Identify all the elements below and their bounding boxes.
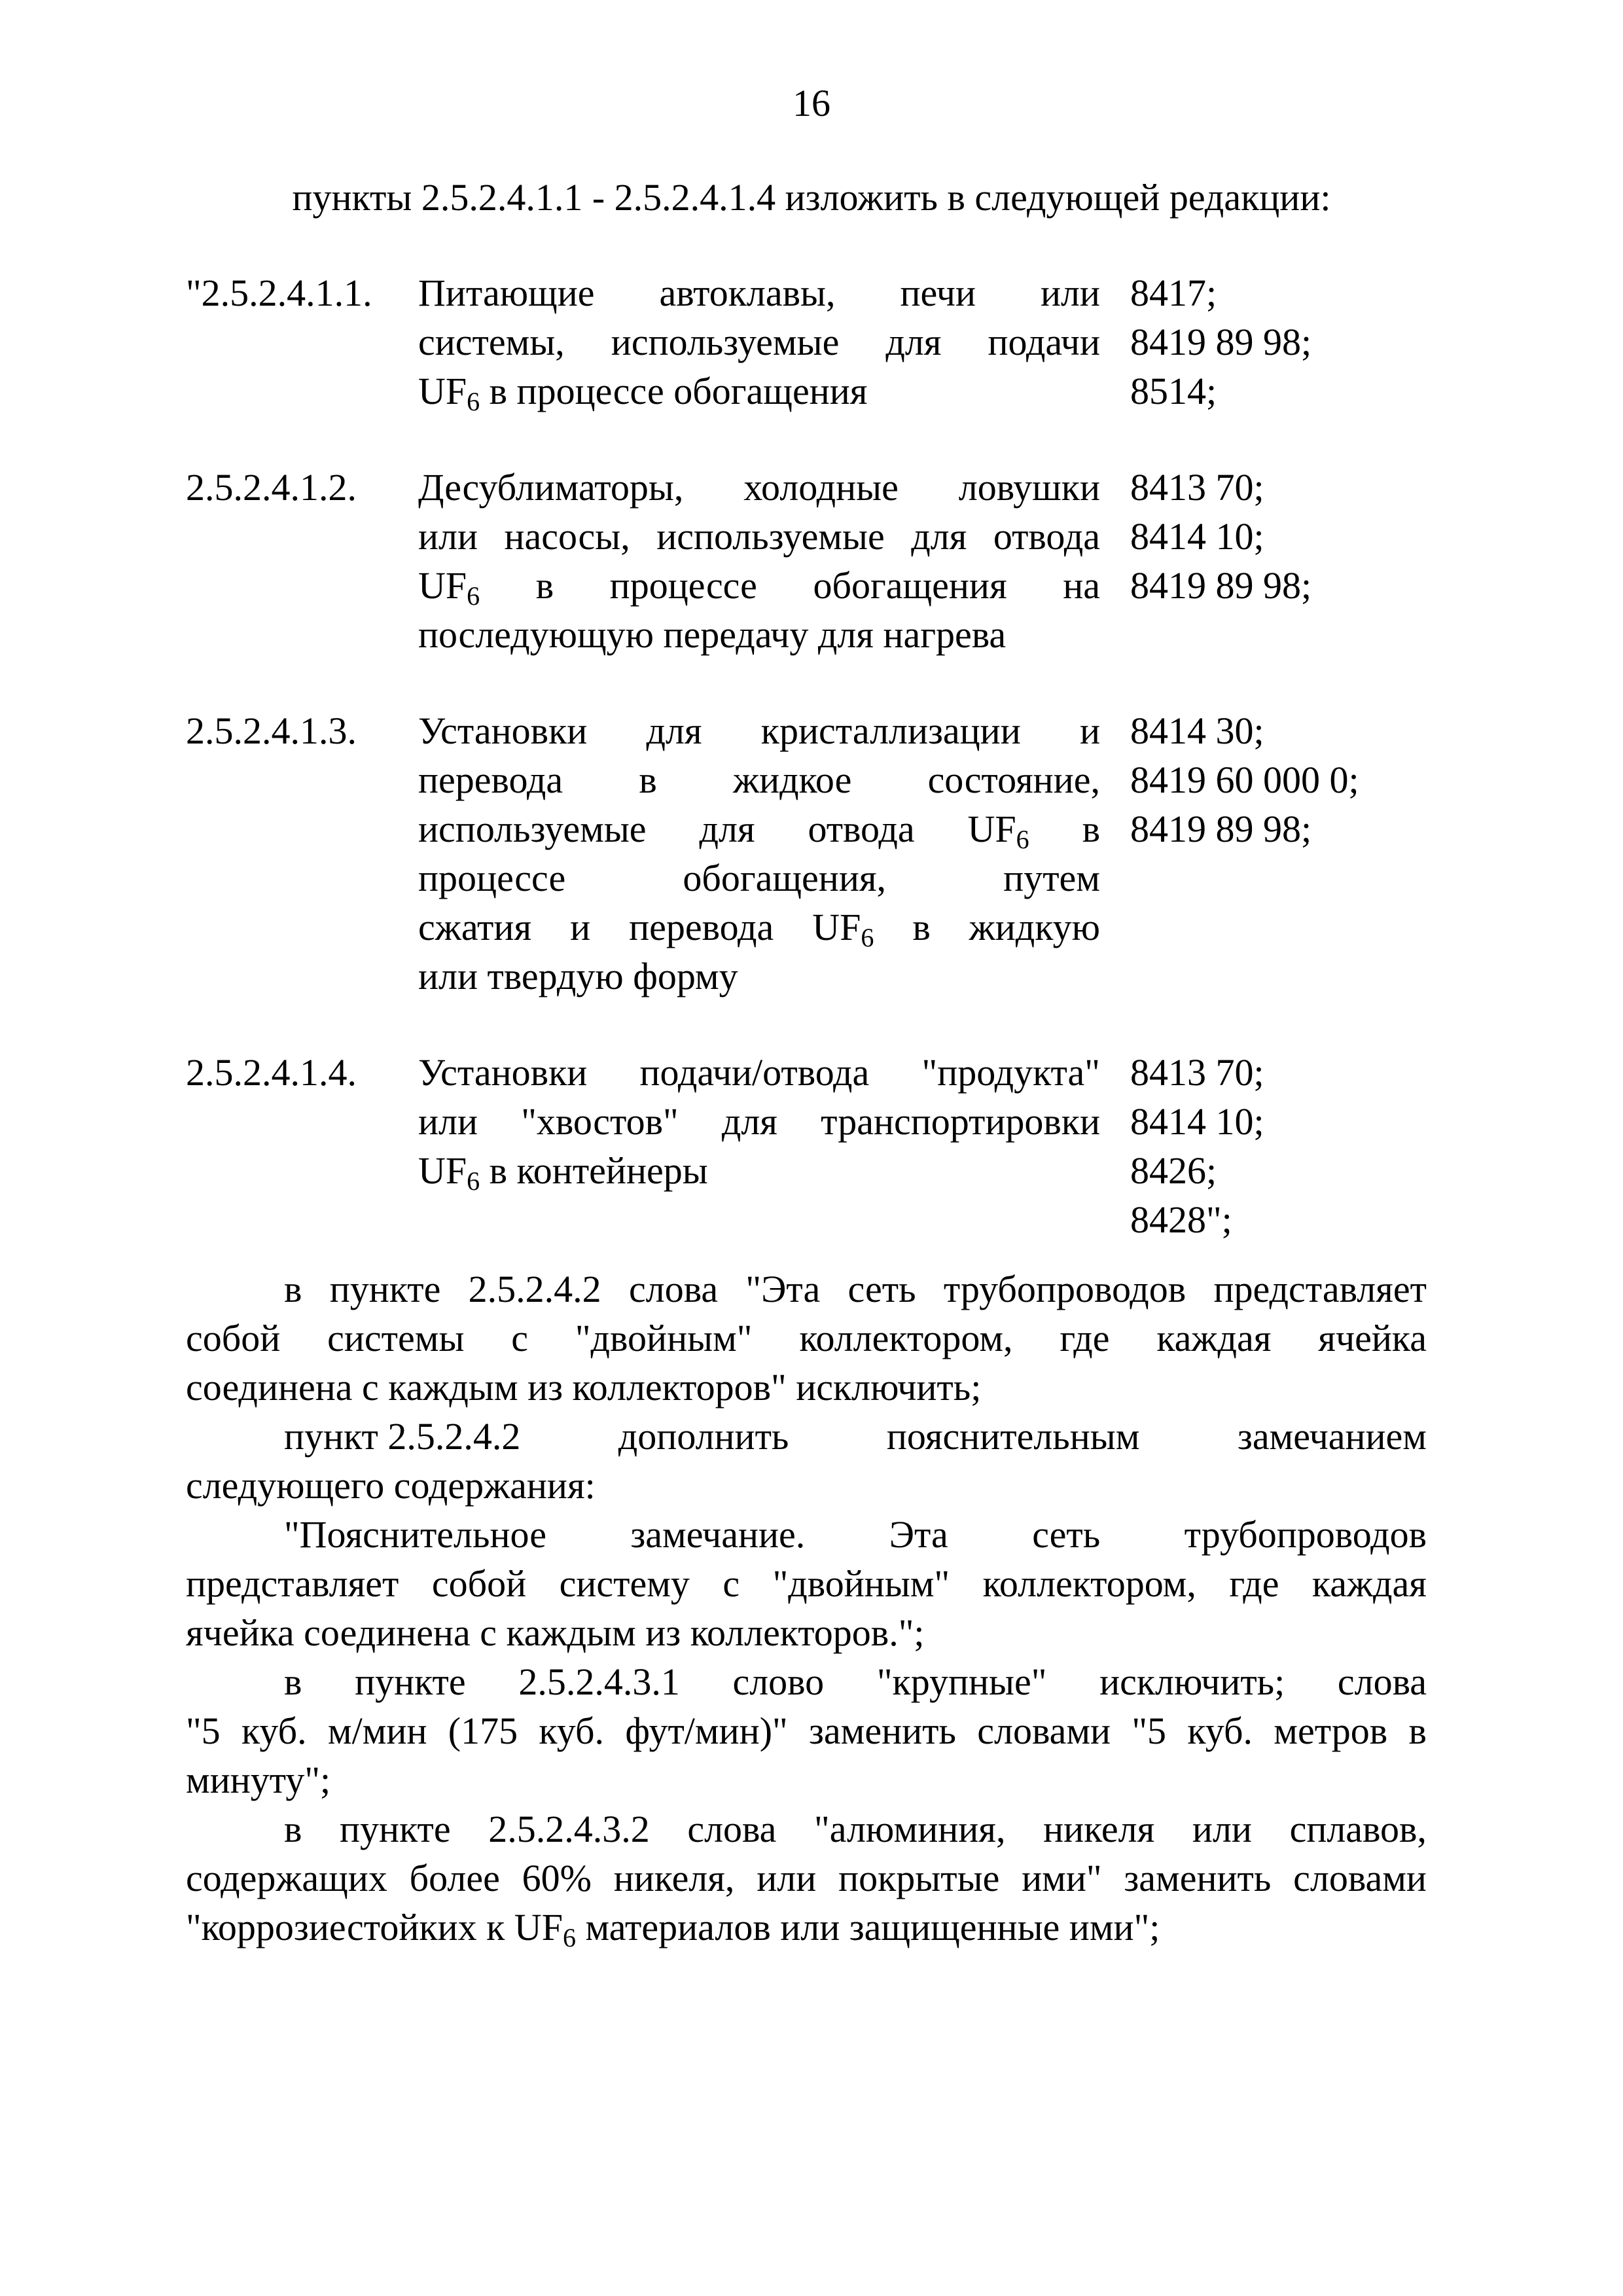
text-line: ячейка соединена с каждым из коллекторов."; — [186, 1611, 925, 1654]
subscript: 6 — [1016, 825, 1029, 854]
tn-ved-codes — [1130, 1048, 1264, 1244]
entry-2-5-2-4-1-3 — [186, 706, 1495, 1001]
word: жидкую — [969, 906, 1100, 948]
word: каждая — [1156, 1317, 1272, 1359]
word: заменить — [1124, 1857, 1272, 1899]
word: в — [535, 564, 554, 607]
word: трубопроводов — [1184, 1513, 1427, 1556]
word: 2.5.2.4.2 — [468, 1268, 601, 1310]
text-line — [186, 1314, 1427, 1363]
word: для — [885, 321, 942, 363]
word: и — [1079, 709, 1100, 752]
word: Питающие — [418, 272, 595, 314]
tn-ved-codes — [1130, 268, 1311, 416]
code: 8414 10; — [1130, 515, 1264, 558]
page-number: 16 — [793, 82, 830, 124]
word: сеть — [847, 1268, 916, 1310]
text-line — [186, 1804, 1427, 1854]
code: 8414 30; — [1130, 709, 1264, 752]
word: м/мин — [327, 1710, 427, 1752]
tn-ved-codes — [1130, 706, 1359, 1001]
word: отвода — [808, 808, 915, 850]
entry-description — [418, 463, 1100, 659]
word: ими" — [1022, 1857, 1102, 1899]
word: процессе — [418, 857, 566, 899]
word: представляет — [1213, 1268, 1427, 1310]
tn-ved-codes — [1130, 463, 1311, 659]
code: 8417; — [1130, 272, 1217, 314]
word: используемые — [611, 321, 840, 363]
text-line — [186, 1903, 1427, 1952]
word: слова — [687, 1808, 777, 1850]
word: для — [646, 709, 702, 752]
text-fragment: "коррозиестойких к UF — [186, 1906, 563, 1948]
entry-number: "2.5.2.4.1.1. — [186, 272, 372, 314]
entry-number: 2.5.2.4.1.3. — [186, 709, 357, 752]
text-line — [418, 903, 1100, 952]
code: 8428"; — [1130, 1198, 1232, 1241]
text-line — [418, 1097, 1100, 1146]
code: 8426; — [1130, 1149, 1217, 1192]
word: Десублиматоры, — [418, 466, 684, 509]
entry-description — [418, 706, 1100, 1001]
word: заменить — [809, 1710, 956, 1752]
word: ячейка — [1318, 1317, 1427, 1359]
subscript: 6 — [861, 923, 874, 952]
amendment-paragraph — [186, 1412, 1427, 1510]
word: для — [911, 515, 967, 558]
entry-number: 2.5.2.4.1.4. — [186, 1051, 357, 1094]
word: "5 — [186, 1710, 221, 1752]
text-line: следующего содержания: — [186, 1464, 596, 1507]
word: в — [284, 1268, 302, 1310]
code: 8419 60 000 0; — [1130, 759, 1359, 801]
word: "двойным" — [772, 1562, 950, 1605]
word: трубопроводов — [943, 1268, 1186, 1310]
word: "5 — [1132, 1710, 1167, 1752]
word: никеля — [1043, 1808, 1155, 1850]
word: пункт 2.5.2.4.2 — [284, 1415, 521, 1458]
code: 8414 10; — [1130, 1100, 1264, 1143]
word: собой — [431, 1562, 527, 1605]
word: Эта — [889, 1513, 948, 1556]
text-fragment: в процессе обогащения — [480, 370, 868, 412]
word: "Пояснительное — [284, 1513, 546, 1556]
word: жидкое — [733, 759, 852, 801]
entry-2-5-2-4-1-2 — [186, 463, 1495, 659]
code: 8419 89 98; — [1130, 808, 1312, 850]
word: и — [570, 906, 591, 948]
word: (175 — [448, 1710, 518, 1752]
word: для — [699, 808, 755, 850]
word: куб. — [241, 1710, 307, 1752]
amendments-text — [186, 1265, 1427, 1952]
word: в — [284, 1808, 302, 1850]
word: 60% — [522, 1857, 592, 1899]
text-line — [418, 317, 1100, 367]
word: более — [409, 1857, 500, 1899]
word: "двойным" — [575, 1317, 753, 1359]
entry-number: 2.5.2.4.1.2. — [186, 466, 357, 509]
word: пункте — [329, 1268, 441, 1310]
word: замечанием — [1237, 1415, 1427, 1458]
word: куб. — [1187, 1710, 1253, 1752]
text-line — [418, 268, 1100, 317]
word: подачи/отвода — [639, 1051, 870, 1094]
code: 8514; — [1130, 370, 1217, 412]
word: словами — [1293, 1857, 1427, 1899]
word: пояснительным — [886, 1415, 1140, 1458]
uf-text: UF — [418, 1149, 467, 1192]
entry-description — [418, 1048, 1100, 1244]
word: перевода — [629, 906, 774, 948]
text-line: последующую передачу для нагрева — [418, 613, 1007, 656]
word: никеля, — [613, 1857, 735, 1899]
amendment-paragraph — [186, 1265, 1427, 1412]
text-line — [186, 1854, 1427, 1903]
word: насосы, — [504, 515, 630, 558]
word: представляет — [186, 1562, 399, 1605]
text-line — [186, 1510, 1427, 1559]
word: "продукта" — [921, 1051, 1100, 1094]
word: коллектором, — [799, 1317, 1013, 1359]
word: или — [418, 515, 478, 558]
word: где — [1060, 1317, 1110, 1359]
subscript: 6 — [467, 581, 480, 611]
word: коллектором, — [982, 1562, 1196, 1605]
word: в — [639, 759, 657, 801]
word: кристаллизации — [760, 709, 1021, 752]
uf-word: $UF_6$ — [967, 808, 1029, 854]
word: на — [1063, 564, 1100, 607]
word: печи — [900, 272, 976, 314]
word: 2.5.2.4.3.1 — [518, 1660, 680, 1703]
word: используемые — [656, 515, 885, 558]
amendment-paragraph — [186, 1657, 1427, 1804]
word: систему — [559, 1562, 690, 1605]
word: или — [1192, 1808, 1252, 1850]
entry-2-5-2-4-1-1 — [186, 268, 1495, 416]
code: 8413 70; — [1130, 1051, 1264, 1094]
word: или — [418, 1100, 478, 1143]
word: фут/мин)" — [625, 1710, 788, 1752]
code: 8419 89 98; — [1130, 321, 1312, 363]
text-line — [186, 1559, 1427, 1608]
word: в — [912, 906, 931, 948]
text-line — [186, 1265, 1427, 1314]
word: слово — [732, 1660, 825, 1703]
text-line — [418, 367, 1100, 416]
word: системы — [327, 1317, 465, 1359]
word: с — [722, 1562, 740, 1605]
text-fragment: материалов или защищенные ими"; — [575, 1906, 1160, 1948]
word: дополнить — [618, 1415, 789, 1458]
text-line — [418, 561, 1100, 610]
word: автоклавы, — [659, 272, 836, 314]
text-line — [418, 1048, 1100, 1097]
text-line — [418, 804, 1100, 853]
entry-2-5-2-4-1-4 — [186, 1048, 1495, 1244]
word: 2.5.2.4.3.2 — [488, 1808, 650, 1850]
word: слова — [1337, 1660, 1427, 1703]
text-line — [186, 1412, 1427, 1461]
uf-text: UF — [418, 370, 467, 412]
word: "крупные" — [876, 1660, 1047, 1703]
amendment-paragraph — [186, 1804, 1427, 1952]
word: покрытые — [838, 1857, 1000, 1899]
text-line: минуту"; — [186, 1759, 331, 1801]
word: холодные — [743, 466, 899, 509]
intro-paragraph: пункты 2.5.2.4.1.1 - 2.5.2.4.1.4 изложить в следующей редакции: — [292, 176, 1331, 219]
subscript: 6 — [467, 387, 480, 416]
word: Установки — [418, 709, 588, 752]
code: 8419 89 98; — [1130, 564, 1312, 607]
uf-word: $UF_6$ — [418, 564, 480, 611]
word: "хвостов" — [521, 1100, 679, 1143]
subscript: 6 — [467, 1166, 480, 1196]
word: "алюминия, — [814, 1808, 1006, 1850]
word: куб. — [539, 1710, 605, 1752]
word: системы, — [418, 321, 565, 363]
subscript: 6 — [562, 1923, 576, 1952]
word: ловушки — [958, 466, 1100, 509]
word: пункте — [340, 1808, 451, 1850]
word: или — [757, 1857, 817, 1899]
word: используемые — [418, 808, 647, 850]
word: транспортировки — [821, 1100, 1100, 1143]
word: или — [1040, 272, 1100, 314]
word: перевода — [418, 759, 563, 801]
code: 8413 70; — [1130, 466, 1264, 509]
word: сплавов, — [1289, 1808, 1427, 1850]
word: сеть — [1032, 1513, 1101, 1556]
amendment-paragraph — [186, 1510, 1427, 1657]
word: сжатия — [418, 906, 532, 948]
word: в — [1082, 808, 1100, 850]
text-line — [418, 512, 1100, 561]
word: отвода — [993, 515, 1100, 558]
word: путем — [1003, 857, 1100, 899]
word: содержащих — [186, 1857, 387, 1899]
text-line — [418, 706, 1100, 755]
word: слова — [629, 1268, 719, 1310]
text-line: соединена с каждым из коллекторов" исключить; — [186, 1366, 982, 1408]
text-line — [418, 1146, 1100, 1195]
text-fragment: в контейнеры — [480, 1149, 708, 1192]
word: пункте — [355, 1660, 466, 1703]
uf-word: $UF_6$ — [812, 906, 874, 952]
word: с — [511, 1317, 529, 1359]
word: исключить; — [1099, 1660, 1285, 1703]
word: словами — [977, 1710, 1111, 1752]
text-line — [418, 463, 1100, 512]
text-line — [186, 1657, 1427, 1706]
word: замечание. — [630, 1513, 806, 1556]
word: процессе — [609, 564, 757, 607]
text-line — [186, 1706, 1427, 1755]
word: обогащения, — [683, 857, 887, 899]
word: метров — [1274, 1710, 1388, 1752]
word: где — [1229, 1562, 1279, 1605]
word: "Эта — [745, 1268, 821, 1310]
word: Установки — [418, 1051, 588, 1094]
word: обогащения — [813, 564, 1007, 607]
text-line — [418, 853, 1100, 903]
text-line: или твердую форму — [418, 955, 738, 997]
word: собой — [186, 1317, 281, 1359]
word: состояние, — [927, 759, 1100, 801]
entries-table — [186, 268, 1495, 1244]
entry-description — [418, 268, 1100, 416]
word: в — [284, 1660, 302, 1703]
word: в — [1408, 1710, 1427, 1752]
word: для — [721, 1100, 777, 1143]
text-line — [418, 755, 1100, 804]
word: каждая — [1311, 1562, 1427, 1605]
word: подачи — [988, 321, 1100, 363]
